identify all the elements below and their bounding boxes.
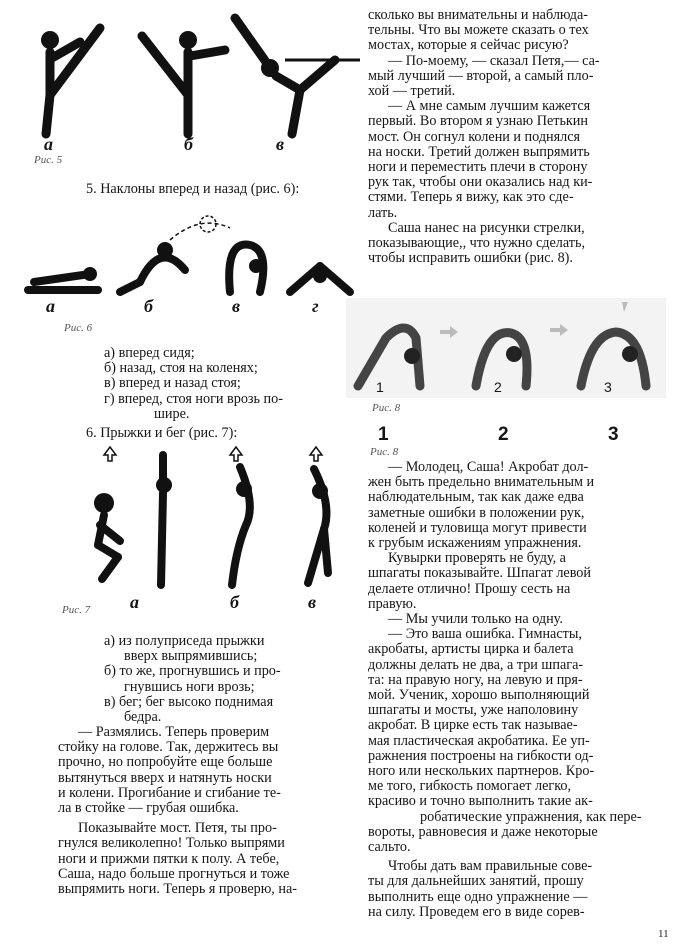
list6-item-b: б) назад, стоя на коленях; — [104, 360, 258, 377]
right-top-line: Саша нанес на рисунки стрелки, — [388, 219, 585, 236]
left-line: выпрямить ноги. Теперь я проверю, на- — [58, 881, 298, 898]
left-line: и колени. Прогибание и сгибание те- — [58, 784, 281, 801]
fig7-label-b: б — [230, 592, 239, 612]
figure-5 — [30, 10, 370, 170]
right-bottom-line: — Это ваша ошибка. Гимнасты, — [388, 626, 582, 643]
fig7-caption: Рис. 7 — [62, 604, 91, 616]
fig6-caption: Рис. 6 — [64, 322, 93, 334]
right-bottom-line: мая пластическая акробатика. Ее уп- — [368, 732, 590, 749]
right-bottom-line: — Молодец, Саша! Акробат дол- — [388, 459, 589, 475]
list6-item-a: а) вперед сидя; — [104, 345, 195, 361]
right-bottom-line: ты для дальнейших занятий, прошу — [368, 873, 584, 890]
fig6-label-d: г — [312, 296, 319, 316]
fig8-photo-number-3: 3 — [604, 379, 612, 395]
list-fig7 — [104, 634, 352, 725]
right-top-line: стями. Теперь я вижу, как это сде- — [368, 189, 574, 206]
fig7-label-a: а — [130, 592, 139, 612]
list7-item-b: б) то же, прогнувшись и про- — [104, 663, 281, 680]
left-line: Саша, надо больше прогнуться и тоже — [58, 865, 290, 882]
list7-item-c: в) бег; бег высоко поднимая — [104, 693, 274, 710]
right-bottom-line: Кувырки проверять не буду, а — [388, 550, 566, 567]
right-bottom-line: мой. Ученик, хорошо выполняющий — [368, 687, 590, 704]
figure-6 — [20, 210, 370, 300]
right-top-line: первый. Во втором я узнаю Петькин — [368, 113, 588, 130]
right-bottom-line: робатические упражнения, как пере- — [420, 808, 642, 825]
right-top-line: хой — третий. — [368, 83, 456, 100]
right-top-line: на носки. Третий должен выпрямить — [368, 143, 590, 160]
right-bottom-line: та: на правую ногу, на левую и пря- — [368, 671, 583, 688]
right-bottom-line: делаете отлично! Прошу сесть на — [368, 580, 571, 597]
right-bottom-text — [368, 460, 658, 920]
figure-7 — [60, 445, 360, 595]
list7-item-a: а) из полуприседа прыжки — [104, 633, 265, 649]
right-bottom-line: вороты, равновесия и даже некоторые — [368, 823, 598, 840]
right-bottom-line: к грубым искажениям упражнения. — [368, 535, 582, 552]
right-bottom-line: красиво и точно выполнить такие ак- — [368, 793, 593, 810]
left-line: ла в стойке — грубая ошибка. — [58, 800, 239, 817]
right-top-line: ноги и переместить плечи в сторону — [368, 159, 588, 176]
right-top-line: показывающие,, что нужно сделать, — [368, 235, 586, 252]
fig8-big-number-3: 3 — [608, 424, 619, 445]
right-top-line: лать. — [368, 204, 398, 221]
right-top-line: рук так, чтобы они оказались над ки- — [368, 174, 593, 191]
figure-6-illustration — [20, 210, 370, 300]
right-top-line: мост. Он согнул колени и поднялся — [368, 128, 581, 145]
right-bottom-line: Чтобы дать вам правильные сове- — [388, 858, 593, 875]
fig6-label-b: б — [144, 296, 153, 316]
left-line: стойку на голове. Так, держитесь вы — [58, 739, 279, 756]
left-line: гнулся великолепно! Только выпрями — [58, 835, 285, 852]
right-bottom-line: коленей и туловища могут привести — [368, 519, 587, 536]
fig8-caption-a: Рис. 8 — [372, 402, 401, 414]
right-bottom-line: — Мы учили только на одну. — [388, 611, 563, 628]
fig8-photo-number-1: 1 — [376, 379, 384, 395]
list7-item-c-cont: бедра. — [124, 709, 162, 726]
right-bottom-line: сальто. — [368, 839, 411, 856]
right-bottom-line: акробаты, артисты цирка и балета — [368, 641, 574, 658]
right-top-line: — А мне самым лучшим кажется — [388, 98, 591, 115]
list6-item-d: г) вперед, стоя ноги врозь по- — [104, 390, 283, 407]
right-top-line: тельны. Что вы можете сказать о тех — [368, 22, 589, 39]
fig5-label-a: а — [44, 134, 53, 154]
right-bottom-line: наблюдательным, так как даже едва — [368, 489, 584, 506]
right-bottom-line: акробат. В цирке есть так называе- — [368, 717, 578, 734]
figure-7-illustration — [60, 445, 360, 595]
right-bottom-line: выполнить еще одно упражнение — — [368, 888, 588, 905]
right-bottom-line: жен быть предельно внимательным и — [368, 474, 595, 491]
fig8-big-number-1: 1 — [378, 424, 389, 445]
fig7-label-c: в — [308, 592, 317, 612]
left-line: Показывайте мост. Петя, ты про- — [78, 820, 277, 837]
left-line: прочно, но попробуйте еще больше — [58, 754, 273, 771]
right-bottom-line: шпагаты и мосты, уже наполовину — [368, 702, 579, 719]
section-5-heading: 5. Наклоны вперед и назад (рис. 6): — [86, 181, 300, 197]
fig8-big-number-2: 2 — [498, 424, 509, 445]
page-number: 11 — [658, 928, 669, 940]
list7-item-a-cont: вверх выпрямившись; — [124, 648, 258, 665]
right-bottom-line: шпагаты показывайте. Шпагат левой — [368, 565, 591, 582]
right-bottom-line: ного или нескольких партнеров. Кро- — [368, 763, 595, 780]
left-body-text — [58, 725, 352, 897]
right-bottom-line: ме того, гибкость помогает легко, — [368, 778, 572, 795]
figure-8-photo — [346, 298, 666, 398]
right-top-line: мостах, которые я сейчас рисую? — [368, 37, 569, 54]
fig5-label-c: в — [276, 134, 285, 154]
figure-8-bridges — [346, 298, 666, 398]
right-top-text — [368, 8, 658, 266]
fig6-label-c: в — [232, 296, 241, 316]
fig5-label-b: б — [184, 134, 193, 154]
right-top-line: сколько вы внимательны и наблюда- — [368, 7, 589, 23]
right-bottom-line: на силу. Проведем его в виде сорев- — [368, 903, 585, 920]
fig8-caption-b: Рис. 8 — [370, 446, 399, 458]
left-line: — Размялись. Теперь проверим — [78, 724, 270, 740]
fig6-label-a: а — [46, 296, 55, 316]
right-top-line: чтобы исправить ошибки (рис. 8). — [368, 250, 573, 267]
right-bottom-line: ражнения построены на гибкости од- — [368, 747, 594, 764]
fig5-caption: Рис. 5 — [34, 154, 63, 166]
fig8-photo-number-2: 2 — [494, 379, 502, 395]
left-line: вытянуться вверх и натянуть носки — [58, 769, 272, 786]
list7-item-b-cont: гнувшись ноги врозь; — [124, 678, 255, 695]
right-bottom-line: заметные ошибки в положении рук, — [368, 504, 585, 521]
right-top-line: мый лучший — второй, а самый пло- — [368, 67, 594, 84]
right-top-line: — По-моему, — сказал Петя,— са- — [388, 52, 600, 69]
right-bottom-line: должны делать не два, а три шпага- — [368, 656, 584, 673]
right-bottom-line: правую. — [368, 595, 417, 612]
list-fig6 — [104, 346, 358, 422]
section-6-heading: 6. Прыжки и бег (рис. 7): — [86, 425, 238, 441]
left-line: ноги и прижми пятки к полу. А тебе, — [58, 850, 280, 867]
list6-item-d-cont: шире. — [154, 405, 190, 422]
list6-item-c: в) вперед и назад стоя; — [104, 375, 241, 392]
figure-5-illustration — [30, 10, 370, 170]
